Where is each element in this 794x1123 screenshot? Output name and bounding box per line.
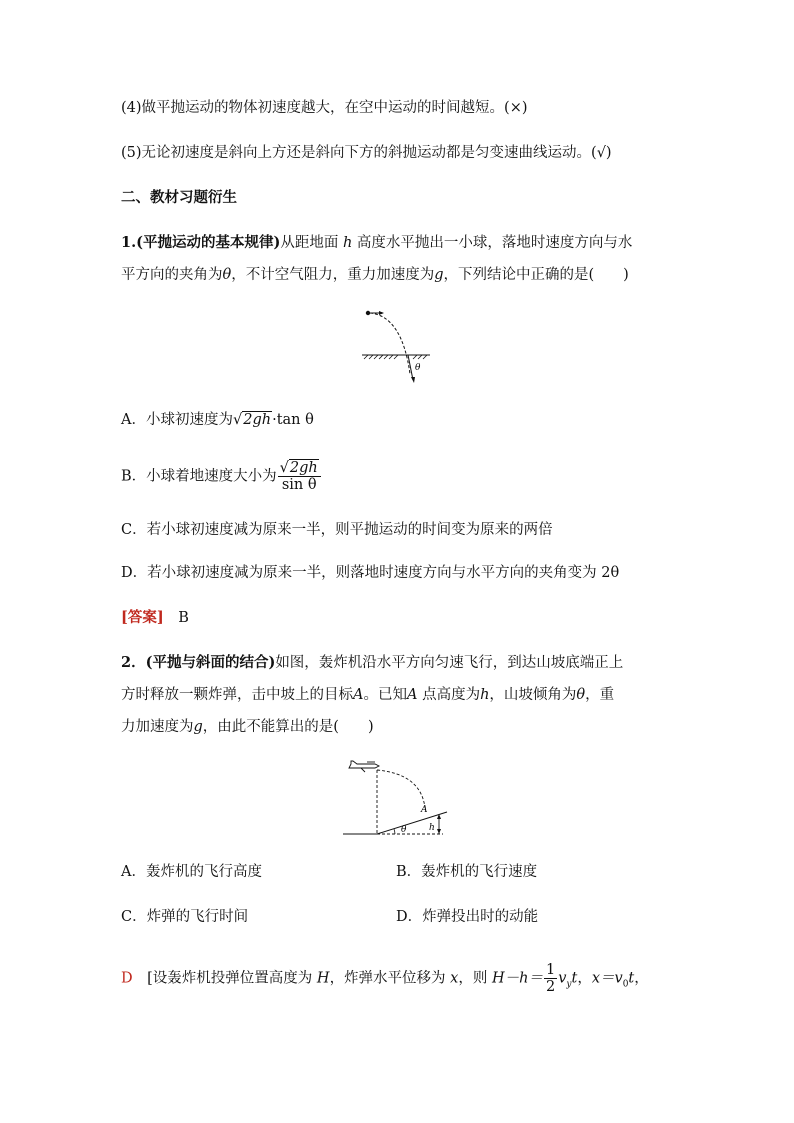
q2-line2 [121, 685, 614, 705]
q1-figure [360, 308, 440, 388]
q1-text: 平方向的夹角为 [121, 267, 223, 283]
ball [366, 311, 370, 315]
q2-text: ，重 [585, 687, 615, 703]
q2-var-g: g [193, 719, 203, 735]
solution-equation: v [558, 970, 567, 987]
fraction-denominator: 2 [545, 979, 556, 995]
q2-option-a: A．轰炸机的飞行高度 [121, 864, 262, 880]
solution-var-x: x [450, 970, 459, 987]
angle-label: θ [415, 363, 421, 373]
q2-solution [121, 962, 649, 995]
q2-figure [343, 758, 453, 840]
sqrt-content: 2gh [243, 412, 272, 428]
subscript: 0 [622, 979, 629, 990]
q1-line1 [121, 233, 632, 253]
solution-text: ， [577, 970, 592, 987]
q1-topic: 1.(平抛运动的基本规律) [121, 234, 281, 251]
q2-topic: 2．(平抛与斜面的结合) [121, 654, 276, 671]
q2-var-A: A [406, 687, 418, 703]
q2-text: ，由此不能算出的是( ) [202, 719, 374, 735]
solution-text: ，则 [458, 970, 492, 987]
solution-text: [设轰炸机投弹位置高度为 [147, 970, 317, 987]
angle-arc [394, 829, 395, 834]
q2-line1 [121, 653, 623, 673]
option-text: B．小球着地速度大小为 [121, 468, 277, 485]
q2-text: 。已知 [363, 687, 407, 703]
q1-text: ，不计空气阻力，重力加速度为 [231, 267, 435, 283]
fraction [544, 962, 557, 995]
q2-text: 点高度为 [417, 687, 481, 703]
subscript: y [566, 979, 572, 990]
impact-arrow-head [411, 377, 415, 383]
fraction-numerator: 1 [545, 962, 556, 978]
q1-var-h: h [342, 235, 353, 251]
q2-text: 方时释放一颗炸弹，击中坡上的目标 [121, 687, 353, 703]
q1-var-g: g [434, 267, 444, 283]
sqrt-sign: √ [232, 412, 243, 428]
fraction-denominator: sin θ [281, 477, 317, 493]
option-text: ·tan θ [272, 412, 314, 428]
bomb-trajectory [377, 770, 425, 808]
q1-line2 [121, 265, 629, 285]
statement-4: (4)做平抛运动的物体初速度越大，在空中运动的时间越短。(×) [121, 100, 528, 116]
statement-5: (5)无论初速度是斜向上方还是斜向下方的斜抛运动都是匀变速曲线运动。(√) [121, 145, 612, 161]
q2-line3 [121, 717, 374, 737]
label-h: h [429, 823, 435, 833]
q2-text: ，山坡倾角为 [489, 687, 577, 703]
bomber-icon [349, 761, 379, 772]
solution-var-H: H [316, 970, 330, 987]
label-theta: θ [401, 825, 407, 835]
q2-var-h: h [480, 687, 490, 703]
solution-text: ，炸弹水平位移为 [329, 970, 451, 987]
q1-text: 高度水平抛出一小球，落地时速度方向与水 [352, 235, 633, 251]
answer-label: [答案] [121, 609, 164, 626]
arrow-head [379, 311, 384, 315]
option-text: A．小球初速度为 [121, 412, 233, 428]
q2-var-theta: θ [576, 687, 586, 703]
q2-option-b: B．轰炸机的飞行速度 [396, 864, 538, 880]
q1-option-c: C．若小球初速度减为原来一半，则平抛运动的时间变为原来的两倍 [121, 522, 553, 538]
sqrt-content: 2gh [289, 460, 318, 476]
q1-var-theta: θ [222, 267, 232, 283]
solution-equation: H－h＝ [491, 970, 543, 987]
q2-option-d: D．炸弹投出时的动能 [396, 909, 539, 925]
q1-text: ，下列结论中正确的是( ) [443, 267, 629, 283]
solution-letter: D [121, 970, 133, 987]
q2-text: 如图，轰炸机沿水平方向匀速飞行，到达山坡底端正上 [275, 655, 624, 671]
q1-text: 从距地面 [280, 235, 343, 251]
q1-option-b [121, 460, 322, 493]
fraction [278, 460, 321, 493]
height-arrow-down [437, 829, 441, 834]
trajectory [370, 313, 410, 374]
solution-equation: x＝v [591, 970, 623, 987]
slope-line [377, 812, 447, 834]
solution-equation: t [628, 970, 635, 987]
q1-option-d: D．若小球初速度减为原来一半，则落地时速度方向与水平方向的夹角变为 2θ [121, 565, 620, 581]
solution-equation: t [571, 970, 578, 987]
ground-hatch [364, 355, 427, 359]
q1-option-a [121, 410, 314, 430]
q2-option-c: C．炸弹的飞行时间 [121, 909, 249, 925]
q2-text: 力加速度为 [121, 719, 194, 735]
section-title: 二、教材习题衍生 [121, 189, 237, 206]
q1-answer [121, 608, 189, 628]
answer-value: B [178, 610, 189, 626]
q2-var-A: A [353, 687, 364, 703]
label-A: A [421, 805, 428, 815]
solution-text: ， [634, 970, 649, 987]
fraction-numerator: √2gh [278, 460, 321, 477]
